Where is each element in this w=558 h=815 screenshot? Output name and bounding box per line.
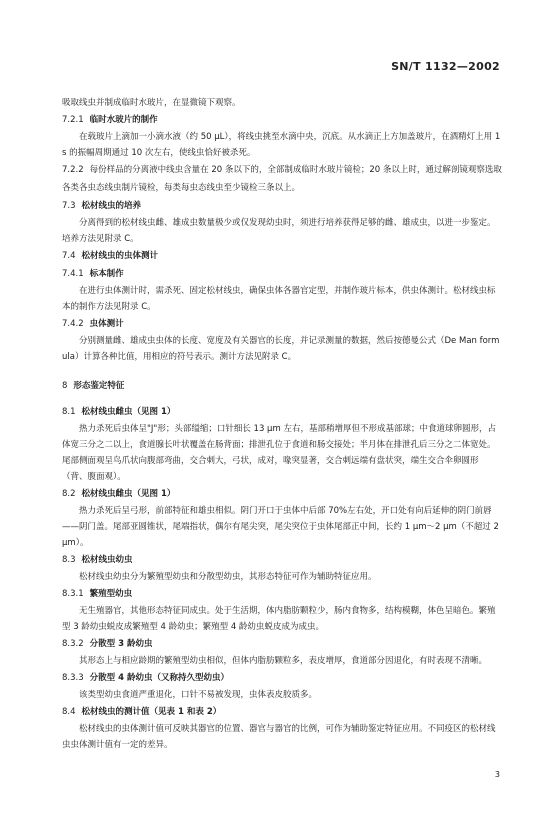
section-heading [62, 485, 502, 503]
body-paragraph: 该类型幼虫食道严重退化，口针不易被发现，虫体表皮胶质多。 [79, 690, 318, 700]
section-number: 8.4 [62, 707, 76, 717]
section-number: 7.4.2 [62, 319, 84, 329]
section-title: 繁殖型幼虫 [89, 589, 133, 599]
section-number: 8.3.3 [62, 673, 84, 683]
section-title: 标本制作 [89, 269, 124, 279]
section-heading [62, 197, 502, 215]
section-title: 每份样品的分离液中线虫含量在 20 条以下的，全部制成临时水玻片镜检；20 条以上时，通过解剖镜观察选取各类各虫态线虫制片镜检，每类每虫态线虫至少镜检三条以上。 [62, 165, 502, 193]
body-paragraph: 其形态上与相应龄期的繁殖型幼虫相似，但体内脂肪颗粒多，表皮增厚，食道部分因退化，有时表现不清晰。 [79, 656, 488, 666]
body-paragraph: 热力杀死后呈弓形，前部特征和雄虫相似。阴门开口于虫体中后部 70%左右处，开口处有向后延伸的阴门前唇——阴门盖。尾部亚圆锥状，尾端指状，偶尔有尾尖突，尾尖突位于虫体尾部正中间，长约 1 μm～2 μm（不超过 2 μm）。 [62, 506, 499, 548]
section-heading [62, 669, 502, 687]
section-heading [62, 111, 502, 129]
section-heading [62, 377, 502, 395]
section-heading [62, 635, 502, 653]
section-title: 虫体测计 [89, 319, 124, 329]
section-heading [62, 247, 502, 265]
section-number: 8.3 [62, 555, 76, 565]
section-number: 7.4 [62, 251, 76, 261]
section-number: 7.4.1 [62, 269, 84, 279]
body-paragraph: 分别测量雌、雄成虫虫体的长度、宽度及有关器官的长度，并记录测量的数据，然后按德曼公式（De Man formula）计算各种比值，用相应的符号表示。测计方法见附录 C。 [62, 336, 500, 362]
section-title: 松材线虫雌虫（见图 1） [81, 489, 176, 499]
section-heading [62, 161, 502, 197]
section-heading [62, 265, 502, 283]
body-paragraph: 热力杀死后虫体呈"J"形；头部缢缩；口针细长 13 μm 左右，基部稍增厚但不形成基部球；中食道球卵圆形，占体宽三分之二以上，食道腺长叶状覆盖在肠背面；排泄孔位于食道和肠交接处；半月体在排泄孔后三分之二体宽处。尾部侧面观呈鸟爪状向腹部弯曲，交合刺大，弓状，成对，喙突显著，交合刺远端有盘状突，端生交合伞卵圆形（背、腹面观）。 [62, 424, 496, 482]
body-paragraph: 分离得到的松材线虫雌、雄成虫数量极少或仅发现幼虫时，须进行培养获得足够的雌、雄成虫，以进一步鉴定。培养方法见附录 C。 [62, 218, 496, 244]
section-number: 8.3.1 [62, 589, 84, 599]
section-title: 松材线虫的培养 [81, 201, 142, 211]
section-heading [62, 315, 502, 333]
section-title: 临时水玻片的制作 [89, 115, 158, 125]
section-title: 分散型 4 龄幼虫（又称持久型幼虫） [89, 673, 229, 683]
section-number: 7.2.2 [62, 165, 84, 175]
section-heading [62, 403, 502, 421]
body-paragraph: 松材线虫的虫体测计值可反映其器官的位置、器官与器官的比例，可作为辅助鉴定特征应用。不同疫区的松材线虫虫体测计值有一定的差异。 [62, 724, 496, 750]
section-title: 松材线虫的测计值（见表 1 和表 2） [81, 707, 222, 717]
section-heading [62, 585, 502, 603]
section-number: 7.2.1 [62, 115, 84, 125]
section-number: 8 [62, 381, 68, 391]
section-number: 8.1 [62, 407, 76, 417]
section-number: 8.3.2 [62, 639, 84, 649]
document-body [62, 95, 502, 753]
section-heading [62, 703, 502, 721]
section-title: 松材线虫雌虫（见图 1） [81, 407, 176, 417]
body-paragraph: 在进行虫体测计时，需杀死、固定松材线虫，确保虫体各器官定型，并制作玻片标本，供虫体测计。松材线虫标本的制作方法见附录 C。 [62, 286, 496, 312]
page-number: 3 [494, 770, 500, 779]
section-title: 松材线虫的虫体测计 [81, 251, 159, 261]
body-paragraph: 吸取线虫并制成临时水玻片，在显微镜下观察。 [62, 98, 241, 108]
section-title: 松材线虫幼虫 [81, 555, 133, 565]
section-title: 分散型 3 龄幼虫 [89, 639, 153, 649]
body-paragraph: 松材线虫幼虫分为繁殖型幼虫和分散型幼虫，其形态特征可作为辅助特征应用。 [79, 572, 377, 582]
standard-code: SN/T 1132—2002 [391, 60, 500, 73]
section-title: 形态鉴定特征 [73, 381, 125, 391]
body-paragraph: 在载玻片上滴加一小滴水液（约 50 μL），将线虫挑至水滴中央，沉底。从水滴正上方加盖玻片，在酒精灯上用 1 s 的振幅周期通过 10 次左右，使线虫恰好被杀死。 [62, 132, 501, 158]
section-heading [62, 551, 502, 569]
body-paragraph: 无生殖器官，其他形态特征同成虫。处于生活期，体内脂肪颗粒少，肠内食物多，结构模糊，体色呈暗色。繁殖型 3 龄幼虫蜕皮成繁殖型 4 龄幼虫；繁殖型 4 龄幼虫蜕皮成为成虫。 [62, 606, 496, 632]
section-number: 7.3 [62, 201, 76, 211]
section-number: 8.2 [62, 489, 76, 499]
